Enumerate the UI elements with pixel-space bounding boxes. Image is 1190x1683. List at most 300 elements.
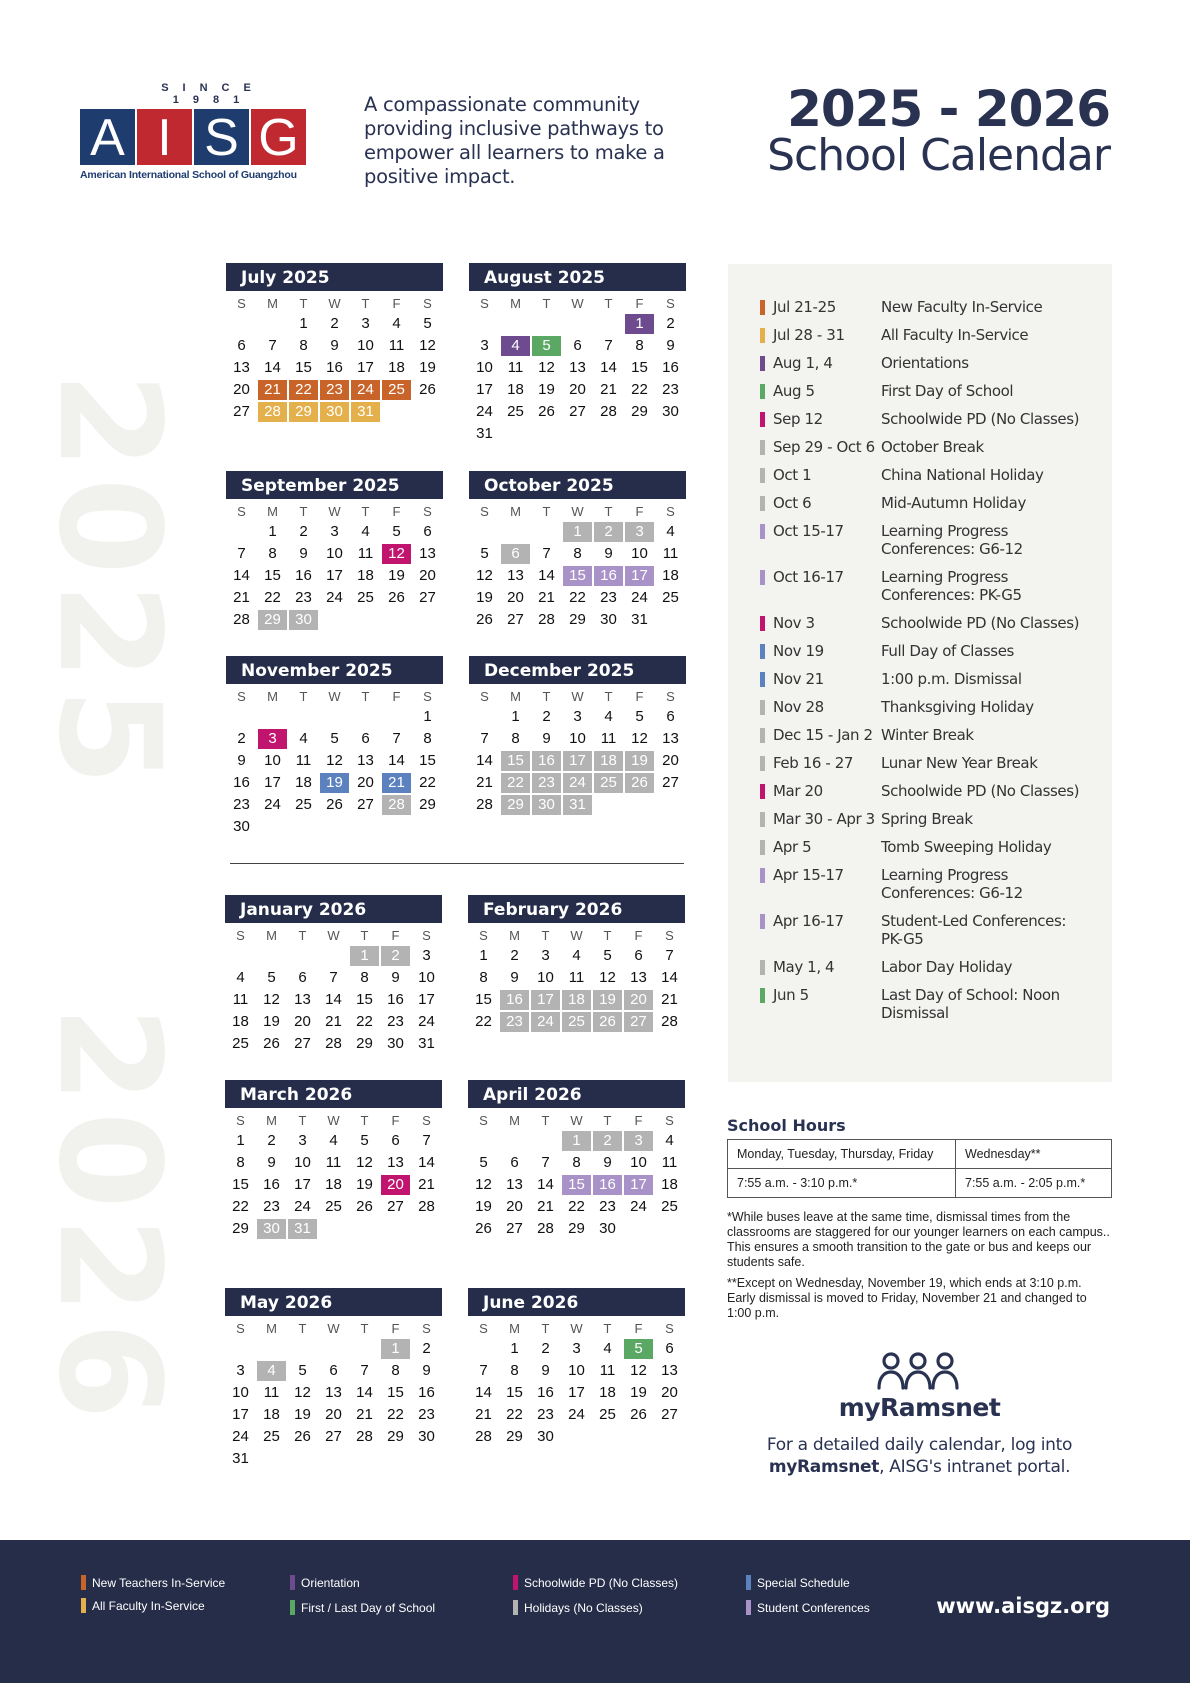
- event-color-marker: [760, 328, 765, 343]
- calendar-day: 17: [568, 1384, 585, 1401]
- calendar-day: 15: [295, 359, 312, 376]
- event-date: Sep 12: [773, 410, 823, 428]
- calendar-day: 17: [357, 359, 374, 376]
- calendar-day: 14: [418, 1154, 435, 1171]
- calendar-day: 21: [233, 589, 250, 606]
- calendar-day: 21: [418, 1176, 435, 1193]
- event-item: [760, 782, 1092, 800]
- calendar-day: 5: [480, 545, 489, 562]
- calendar-day: 12: [263, 991, 280, 1008]
- weekday-label: S: [479, 928, 488, 943]
- calendar-day: 17: [232, 1406, 249, 1423]
- calendar-day: 10: [476, 359, 493, 376]
- event-date: Nov 21: [773, 670, 824, 688]
- event-date: Feb 16 - 27: [773, 754, 854, 772]
- calendar-day: 2: [330, 315, 339, 332]
- calendar-day: 19: [476, 589, 493, 606]
- calendar-day: 25: [599, 1406, 616, 1423]
- calendar-day: 15: [631, 359, 648, 376]
- calendar-day: 2: [422, 1340, 431, 1357]
- blank-day: [287, 1339, 318, 1359]
- weekday-label: M: [267, 296, 278, 311]
- event-date: Jun 5: [773, 986, 809, 1004]
- event-description: Schoolwide PD (No Classes): [881, 614, 1080, 632]
- event-description: Last Day of School: Noon Dismissal: [881, 986, 1060, 1022]
- calendar-day: 15: [475, 991, 492, 1008]
- calendar-day: 26: [356, 1198, 373, 1215]
- calendar-day-marked: 1: [350, 946, 379, 966]
- calendar-day: 7: [541, 1154, 550, 1171]
- calendar-day-marked: 2: [381, 946, 410, 966]
- calendar-day-marked: 16: [500, 990, 529, 1010]
- calendar-day-marked: 3: [258, 729, 287, 749]
- website-link[interactable]: www.aisgz.org: [936, 1594, 1110, 1618]
- calendar-day-marked: 25: [594, 773, 623, 793]
- blank-day: [562, 314, 593, 334]
- calendar-day: 26: [263, 1035, 280, 1052]
- event-description: Learning Progress Conferences: PK-G5: [881, 568, 1022, 604]
- calendar-day-marked: 31: [288, 1219, 317, 1239]
- blank-day: [468, 1339, 499, 1359]
- calendar-day: 14: [475, 1384, 492, 1401]
- calendar-day: 1: [299, 315, 308, 332]
- legend-item: [746, 1600, 870, 1615]
- weekday-label: S: [479, 1113, 488, 1128]
- weekday-label: F: [392, 689, 401, 704]
- calendar-day: 26: [630, 1406, 647, 1423]
- calendar-day: 29: [419, 796, 436, 813]
- myramsnet-title: myRamsnet: [838, 1393, 1001, 1422]
- calendar-day-marked: 25: [382, 380, 411, 400]
- logo-letters: [80, 109, 310, 165]
- calendar-day-marked: 1: [381, 1339, 410, 1359]
- calendar-day: 6: [361, 730, 370, 747]
- calendar-day: 23: [387, 1013, 404, 1030]
- event-date: Nov 19: [773, 642, 824, 660]
- calendar-day: 31: [476, 425, 493, 442]
- calendar-day: 28: [233, 611, 250, 628]
- calendar-day: 27: [506, 1220, 523, 1237]
- weekday-label: M: [509, 928, 520, 943]
- event-item: [760, 438, 1092, 456]
- calendar-day: 19: [475, 1198, 492, 1215]
- calendar-day: 8: [360, 969, 369, 986]
- calendar-day: 8: [299, 337, 308, 354]
- event-description: Spring Break: [881, 810, 973, 828]
- calendar-day-marked: 22: [289, 380, 318, 400]
- weekday-label: T: [603, 1113, 612, 1128]
- day-grid: [226, 522, 443, 630]
- weekday-label: T: [360, 1113, 369, 1128]
- calendar-day: 19: [388, 567, 405, 584]
- calendar-day: 28: [325, 1035, 342, 1052]
- weekday-label: F: [635, 689, 644, 704]
- blank-day: [319, 707, 350, 727]
- calendar-day: 20: [233, 381, 250, 398]
- calendar-day-marked: 18: [562, 990, 591, 1010]
- calendar-day: 18: [357, 567, 374, 584]
- month-calendar: [226, 471, 443, 630]
- calendar-day: 28: [356, 1428, 373, 1445]
- event-color-marker: [760, 468, 765, 483]
- weekday-label: S: [423, 296, 432, 311]
- month-calendar: [225, 1288, 442, 1469]
- calendar-day: 21: [325, 1013, 342, 1030]
- calendar-year-title: 2025 - 2026: [787, 80, 1110, 138]
- weekday-label: W: [571, 504, 584, 519]
- calendar-day: 24: [232, 1428, 249, 1445]
- calendar-day: 7: [542, 545, 551, 562]
- calendar-day-marked: 30: [289, 610, 318, 630]
- calendar-day: 5: [330, 730, 339, 747]
- hours-note-wednesday: **Except on Wednesday, November 19, which ends at 3:10 p.m. Early dismissal is moved to Friday, November 21 and changed to 1:00 p.m.: [727, 1276, 1087, 1320]
- calendar-day: 4: [299, 730, 308, 747]
- calendar-day: 27: [325, 1428, 342, 1445]
- weekday-label: F: [634, 1113, 643, 1128]
- event-item: [760, 866, 1092, 902]
- calendar-day: 14: [538, 567, 555, 584]
- calendar-day: 27: [661, 1406, 678, 1423]
- weekday-label: S: [666, 296, 675, 311]
- month-calendar: [226, 656, 443, 837]
- event-date: Apr 15-17: [773, 866, 844, 884]
- event-date: Jul 28 - 31: [773, 326, 845, 344]
- calendar-day: 11: [661, 1154, 678, 1171]
- blank-day: [318, 1339, 349, 1359]
- calendar-day: 22: [506, 1406, 523, 1423]
- calendar-day: 14: [600, 359, 617, 376]
- blank-day: [468, 1131, 499, 1151]
- calendar-day: 7: [604, 337, 613, 354]
- calendar-day-marked: 3: [624, 1131, 653, 1151]
- event-item: [760, 986, 1092, 1022]
- event-color-marker: [760, 644, 765, 659]
- calendar-day: 19: [419, 359, 436, 376]
- event-color-marker: [760, 616, 765, 631]
- event-description: First Day of School: [881, 382, 1014, 400]
- calendar-day: 23: [295, 589, 312, 606]
- weekday-label: W: [571, 689, 584, 704]
- event-description: Schoolwide PD (No Classes): [881, 782, 1080, 800]
- day-grid: [469, 707, 686, 815]
- day-grid: [469, 314, 686, 444]
- watermark-year-2026: 2026: [27, 1006, 190, 1428]
- calendar-day: 4: [665, 1132, 674, 1149]
- weekday-label: F: [635, 504, 644, 519]
- calendar-day: 8: [510, 1362, 519, 1379]
- event-description: Lunar New Year Break: [881, 754, 1038, 772]
- weekday-header: [468, 1111, 685, 1131]
- calendar-day: 1: [268, 523, 277, 540]
- calendar-day: 29: [568, 1220, 585, 1237]
- month-title: September 2025: [226, 471, 443, 499]
- calendar-day: 7: [237, 545, 246, 562]
- calendar-day: 14: [537, 1176, 554, 1193]
- weekday-label: T: [541, 928, 550, 943]
- weekday-label: W: [328, 296, 341, 311]
- calendar-day: 20: [294, 1013, 311, 1030]
- people-icon: [876, 1352, 960, 1392]
- weekday-label: T: [541, 1321, 550, 1336]
- calendar-day: 13: [233, 359, 250, 376]
- hours-header-wednesday: Wednesday**: [956, 1140, 1112, 1169]
- calendar-day: 7: [422, 1132, 431, 1149]
- weekday-label: W: [327, 1113, 340, 1128]
- calendar-day: 30: [599, 1220, 616, 1237]
- month-calendar: [469, 656, 686, 815]
- event-color-marker: [760, 412, 765, 427]
- calendar-day-marked: 3: [625, 522, 654, 542]
- month-title: June 2026: [468, 1288, 685, 1316]
- day-grid: [225, 1339, 442, 1469]
- calendar-day: 24: [418, 1013, 435, 1030]
- weekday-label: W: [570, 1113, 583, 1128]
- day-grid: [468, 946, 685, 1032]
- calendar-day: 21: [476, 774, 493, 791]
- calendar-day: 7: [479, 1362, 488, 1379]
- calendar-day: 11: [325, 1154, 342, 1171]
- month-title: April 2026: [468, 1080, 685, 1108]
- calendar-day: 11: [357, 545, 374, 562]
- blank-day: [381, 707, 412, 727]
- calendar-day: 14: [661, 969, 678, 986]
- calendar-day-marked: 24: [351, 380, 380, 400]
- blank-day: [256, 1339, 287, 1359]
- event-item: [760, 698, 1092, 716]
- day-grid: [468, 1131, 685, 1239]
- school-logo: [80, 82, 310, 181]
- calendar-day: 9: [666, 337, 675, 354]
- calendar-day: 30: [233, 818, 250, 835]
- weekday-label: M: [510, 689, 521, 704]
- calendar-day: 15: [506, 1384, 523, 1401]
- hours-note-dismissal: *While buses leave at the same time, dismissal times from the classrooms are staggered for our younger learners on each campus.. This ensures a smooth transition to the gate or bus and keeps our students safe.: [727, 1210, 1110, 1269]
- calendar-day: 13: [662, 730, 679, 747]
- weekday-label: S: [666, 689, 675, 704]
- calendar-day: 7: [665, 947, 674, 964]
- weekday-label: T: [299, 504, 308, 519]
- calendar-day: 5: [635, 708, 644, 725]
- weekday-label: S: [236, 1113, 245, 1128]
- calendar-day: 5: [603, 947, 612, 964]
- hours-value-wednesday: 7:55 a.m. - 2:05 p.m.*: [956, 1169, 1112, 1198]
- event-date: Mar 30 - Apr 3: [773, 810, 875, 828]
- calendar-day: 18: [661, 1176, 678, 1193]
- calendar-day: 21: [537, 1198, 554, 1215]
- calendar-day: 22: [264, 589, 281, 606]
- calendar-day: 10: [326, 545, 343, 562]
- calendar-day: 26: [419, 381, 436, 398]
- weekday-label: S: [480, 689, 489, 704]
- calendar-day: 3: [480, 337, 489, 354]
- calendar-day: 5: [267, 969, 276, 986]
- calendar-day: 24: [294, 1198, 311, 1215]
- weekday-label: M: [510, 504, 521, 519]
- calendar-day: 19: [538, 381, 555, 398]
- calendar-day: 8: [391, 1362, 400, 1379]
- month-title: May 2026: [225, 1288, 442, 1316]
- event-date: Sep 29 - Oct 6: [773, 438, 875, 456]
- calendar-day: 28: [600, 403, 617, 420]
- calendar-day: 29: [569, 611, 586, 628]
- weekday-header: [468, 926, 685, 946]
- calendar-day: 5: [360, 1132, 369, 1149]
- calendar-day-marked: 25: [562, 1012, 591, 1032]
- weekday-label: T: [604, 504, 613, 519]
- event-color-marker: [760, 672, 765, 687]
- month-calendar: [225, 1080, 442, 1239]
- calendar-day: 13: [630, 969, 647, 986]
- myramsnet-link[interactable]: myRamsnet: [768, 1457, 880, 1477]
- calendar-day: 9: [299, 545, 308, 562]
- weekday-label: S: [237, 504, 246, 519]
- weekday-label: T: [603, 928, 612, 943]
- event-description: October Break: [881, 438, 984, 456]
- logo-since: SINCE 1981: [161, 82, 265, 106]
- calendar-day: 15: [356, 991, 373, 1008]
- calendar-day-marked: 24: [531, 1012, 560, 1032]
- weekday-label: S: [665, 928, 674, 943]
- calendar-day: 29: [387, 1428, 404, 1445]
- calendar-day: 31: [232, 1450, 249, 1467]
- event-item: [760, 466, 1092, 484]
- calendar-day-marked: 23: [320, 380, 349, 400]
- weekday-label: T: [542, 296, 551, 311]
- weekday-header: [226, 687, 443, 707]
- calendar-day-marked: 29: [289, 402, 318, 422]
- event-date: Oct 15-17: [773, 522, 844, 540]
- calendar-day: 10: [537, 969, 554, 986]
- legend-label: First / Last Day of School: [301, 1600, 436, 1615]
- month-title: December 2025: [469, 656, 686, 684]
- calendar-day: 23: [418, 1406, 435, 1423]
- calendar-day: 1: [236, 1132, 245, 1149]
- event-item: [760, 326, 1092, 344]
- calendar-day-marked: 19: [625, 751, 654, 771]
- blank-day: [593, 314, 624, 334]
- weekday-label: M: [509, 1113, 520, 1128]
- calendar-day: 14: [476, 752, 493, 769]
- weekday-header: [469, 687, 686, 707]
- weekday-header: [225, 926, 442, 946]
- month-calendar: [468, 1288, 685, 1447]
- weekday-label: F: [634, 1321, 643, 1336]
- blank-day: [287, 946, 318, 966]
- calendar-day-marked: 30: [320, 402, 349, 422]
- calendar-day-marked: 1: [562, 1131, 591, 1151]
- weekday-label: T: [604, 296, 613, 311]
- blank-day: [226, 707, 257, 727]
- event-item: [760, 354, 1092, 372]
- calendar-day: 12: [294, 1384, 311, 1401]
- calendar-subtitle: School Calendar: [767, 130, 1110, 181]
- calendar-day: 5: [423, 315, 432, 332]
- calendar-day: 1: [511, 708, 520, 725]
- event-date: Apr 5: [773, 838, 812, 856]
- calendar-day: 14: [388, 752, 405, 769]
- calendar-day: 8: [268, 545, 277, 562]
- event-item: [760, 912, 1092, 948]
- month-title: January 2026: [225, 895, 442, 923]
- hours-value-regular: 7:55 a.m. - 3:10 p.m.*: [728, 1169, 956, 1198]
- event-color-marker: [760, 868, 765, 883]
- calendar-day-marked: 30: [257, 1219, 286, 1239]
- event-color-marker: [760, 812, 765, 827]
- calendar-day: 31: [631, 611, 648, 628]
- calendar-day: 4: [666, 523, 675, 540]
- day-grid: [469, 522, 686, 630]
- event-description: 1:00 p.m. Dismissal: [881, 670, 1022, 688]
- event-description: Student-Led Conferences: PK-G5: [881, 912, 1067, 948]
- calendar-day: 12: [475, 1176, 492, 1193]
- logo-letter: S: [194, 109, 249, 165]
- calendar-day-marked: 17: [624, 1175, 653, 1195]
- weekday-label: S: [479, 1321, 488, 1336]
- legend-color-marker: [290, 1575, 295, 1590]
- calendar-day: 24: [264, 796, 281, 813]
- blank-day: [531, 522, 562, 542]
- calendar-day: 6: [510, 1154, 519, 1171]
- calendar-day: 21: [661, 991, 678, 1008]
- calendar-day: 17: [418, 991, 435, 1008]
- calendar-day-marked: 31: [351, 402, 380, 422]
- event-item: [760, 642, 1092, 660]
- calendar-day: 6: [329, 1362, 338, 1379]
- weekday-label: W: [327, 1321, 340, 1336]
- legend-color-marker: [513, 1575, 518, 1590]
- event-item: [760, 410, 1092, 428]
- calendar-day-marked: 15: [501, 751, 530, 771]
- event-description: Labor Day Holiday: [881, 958, 1013, 976]
- logo-letter: A: [80, 109, 135, 165]
- weekday-label: S: [665, 1321, 674, 1336]
- weekday-label: F: [635, 296, 644, 311]
- weekday-label: S: [665, 1113, 674, 1128]
- calendar-day: 28: [476, 796, 493, 813]
- myramsnet-desc-prefix: For a detailed daily calendar, log into: [766, 1435, 1073, 1455]
- calendar-day: 7: [480, 730, 489, 747]
- weekday-header: [469, 294, 686, 314]
- weekday-label: W: [570, 1321, 583, 1336]
- calendar-day: 30: [418, 1428, 435, 1445]
- calendar-day-marked: 2: [593, 1131, 622, 1151]
- calendar-day: 26: [388, 589, 405, 606]
- calendar-day: 20: [506, 1198, 523, 1215]
- event-item: [760, 298, 1092, 316]
- calendar-day: 2: [237, 730, 246, 747]
- weekday-label: S: [422, 1113, 431, 1128]
- month-calendar: [469, 471, 686, 630]
- calendar-day: 4: [572, 947, 581, 964]
- event-description: Orientations: [881, 354, 969, 372]
- calendar-day: 16: [387, 991, 404, 1008]
- calendar-day: 8: [423, 730, 432, 747]
- day-grid: [225, 946, 442, 1054]
- calendar-day: 30: [662, 403, 679, 420]
- calendar-day: 27: [357, 796, 374, 813]
- calendar-day-marked: 4: [501, 336, 530, 356]
- calendar-day: 1: [423, 708, 432, 725]
- calendar-day-marked: 26: [625, 773, 654, 793]
- weekday-label: T: [298, 1113, 307, 1128]
- calendar-day: 27: [662, 774, 679, 791]
- event-description: Learning Progress Conferences: G6-12: [881, 866, 1023, 902]
- blank-day: [257, 707, 288, 727]
- calendar-day-marked: 18: [594, 751, 623, 771]
- calendar-day-marked: 22: [501, 773, 530, 793]
- calendar-day: 5: [479, 1154, 488, 1171]
- logo-subtitle: American International School of Guangzhou: [80, 169, 297, 181]
